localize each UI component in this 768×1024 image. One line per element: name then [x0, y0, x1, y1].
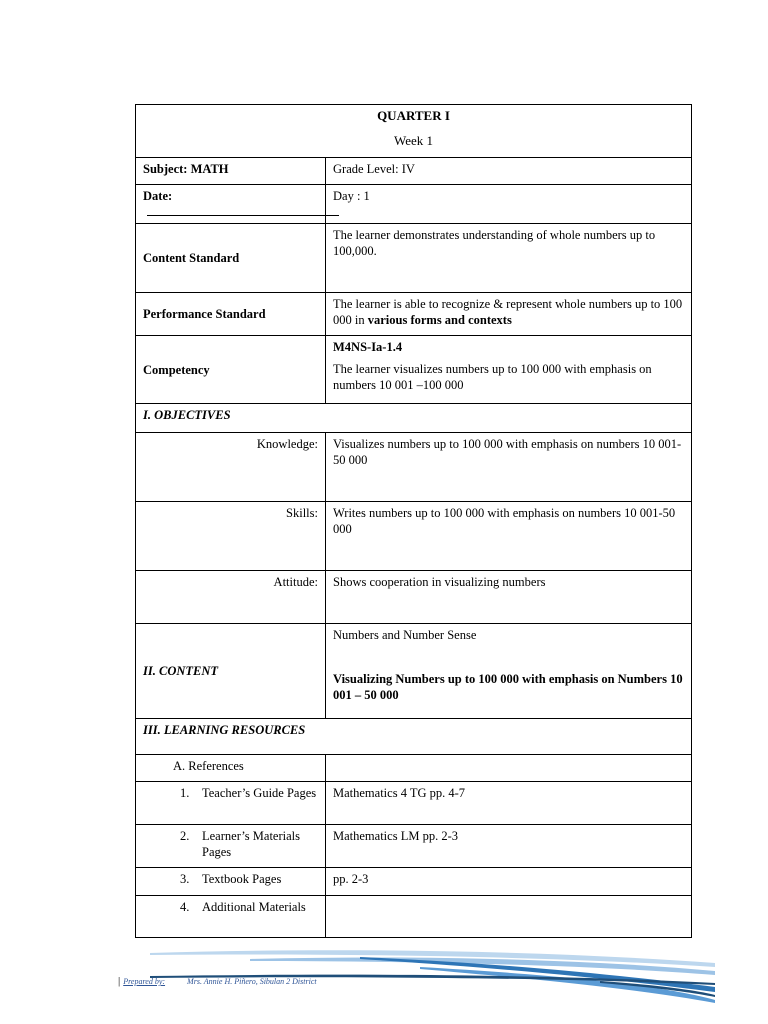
objectives-heading: I. OBJECTIVES	[136, 404, 692, 433]
knowledge-text: Visualizes numbers up to 100 000 with emphasis on numbers 10 001-50 000	[326, 433, 692, 502]
resource-item-number: 2.	[180, 829, 190, 843]
content-standard-label: Content Standard	[136, 224, 326, 293]
resource-item-text: Learner’s Materials Pages	[202, 829, 300, 859]
content-topic: Numbers and Number Sense	[333, 628, 477, 642]
quarter-title: QUARTER I	[377, 108, 450, 123]
content-cell	[326, 624, 692, 719]
resource-item-label	[136, 868, 326, 896]
resource-item-value: Mathematics 4 TG pp. 4-7	[326, 782, 692, 825]
resource-item-text: Textbook Pages	[202, 872, 282, 886]
performance-standard-text-a: The learner is able to recognize & represent whole numbers up to 100 000 in	[333, 297, 683, 327]
footer-swoosh-decoration	[0, 945, 768, 1024]
resource-item-number: 1.	[180, 786, 190, 800]
learning-resources-heading: III. LEARNING RESOURCES	[136, 719, 692, 755]
resource-item-value: pp. 2-3	[326, 868, 692, 896]
references-label: A. References	[136, 755, 326, 782]
resource-item-number: 4.	[180, 900, 190, 914]
performance-standard-label: Performance Standard	[136, 293, 326, 336]
header-cell	[136, 105, 692, 158]
knowledge-label: Knowledge:	[136, 433, 326, 502]
resource-item-label	[136, 782, 326, 825]
content-heading: II. CONTENT	[136, 624, 326, 719]
grade-level-cell: Grade Level: IV	[326, 158, 692, 185]
footer-bar: |	[118, 975, 121, 987]
competency-text: The learner visualizes numbers up to 100 000 with emphasis on numbers 10 001 –100 000	[333, 362, 652, 392]
subject-cell: Subject: MATH	[136, 158, 326, 185]
date-label: Date:	[143, 189, 173, 203]
resource-item-text: Teacher’s Guide Pages	[202, 786, 317, 800]
footer-author: Mrs. Annie H. Piñero, Sibulan 2 District	[187, 977, 317, 986]
skills-label: Skills:	[136, 502, 326, 571]
competency-label: Competency	[136, 336, 326, 404]
date-cell	[136, 185, 326, 224]
content-standard-text: The learner demonstrates understanding of whole numbers up to 100,000.	[326, 224, 692, 293]
week-title: Week 1	[393, 133, 434, 148]
resource-item-label	[136, 896, 326, 938]
resource-item-label	[136, 825, 326, 868]
performance-standard-text-b: various forms and contexts	[367, 313, 512, 327]
references-value	[326, 755, 692, 782]
footer-credit	[118, 975, 317, 987]
content-lesson: Visualizing Numbers up to 100 000 with emphasis on Numbers 10 001 – 50 000	[333, 672, 683, 702]
competency-cell	[326, 336, 692, 404]
resource-item-value: Mathematics LM pp. 2-3	[326, 825, 692, 868]
day-cell: Day : 1	[326, 185, 692, 224]
attitude-text: Shows cooperation in visualizing numbers	[326, 571, 692, 624]
performance-standard-text	[326, 293, 692, 336]
attitude-label: Attitude:	[136, 571, 326, 624]
footer-prepared-label: Prepared by:	[123, 977, 166, 986]
resource-item-number: 3.	[180, 872, 190, 886]
lesson-plan-table	[135, 104, 692, 938]
skills-text: Writes numbers up to 100 000 with emphasis on numbers 10 001-50 000	[326, 502, 692, 571]
competency-code: M4NS-Ia-1.4	[333, 340, 403, 354]
resource-item-value	[326, 896, 692, 938]
date-blank-line	[147, 205, 339, 216]
resource-item-text: Additional Materials	[202, 900, 306, 914]
